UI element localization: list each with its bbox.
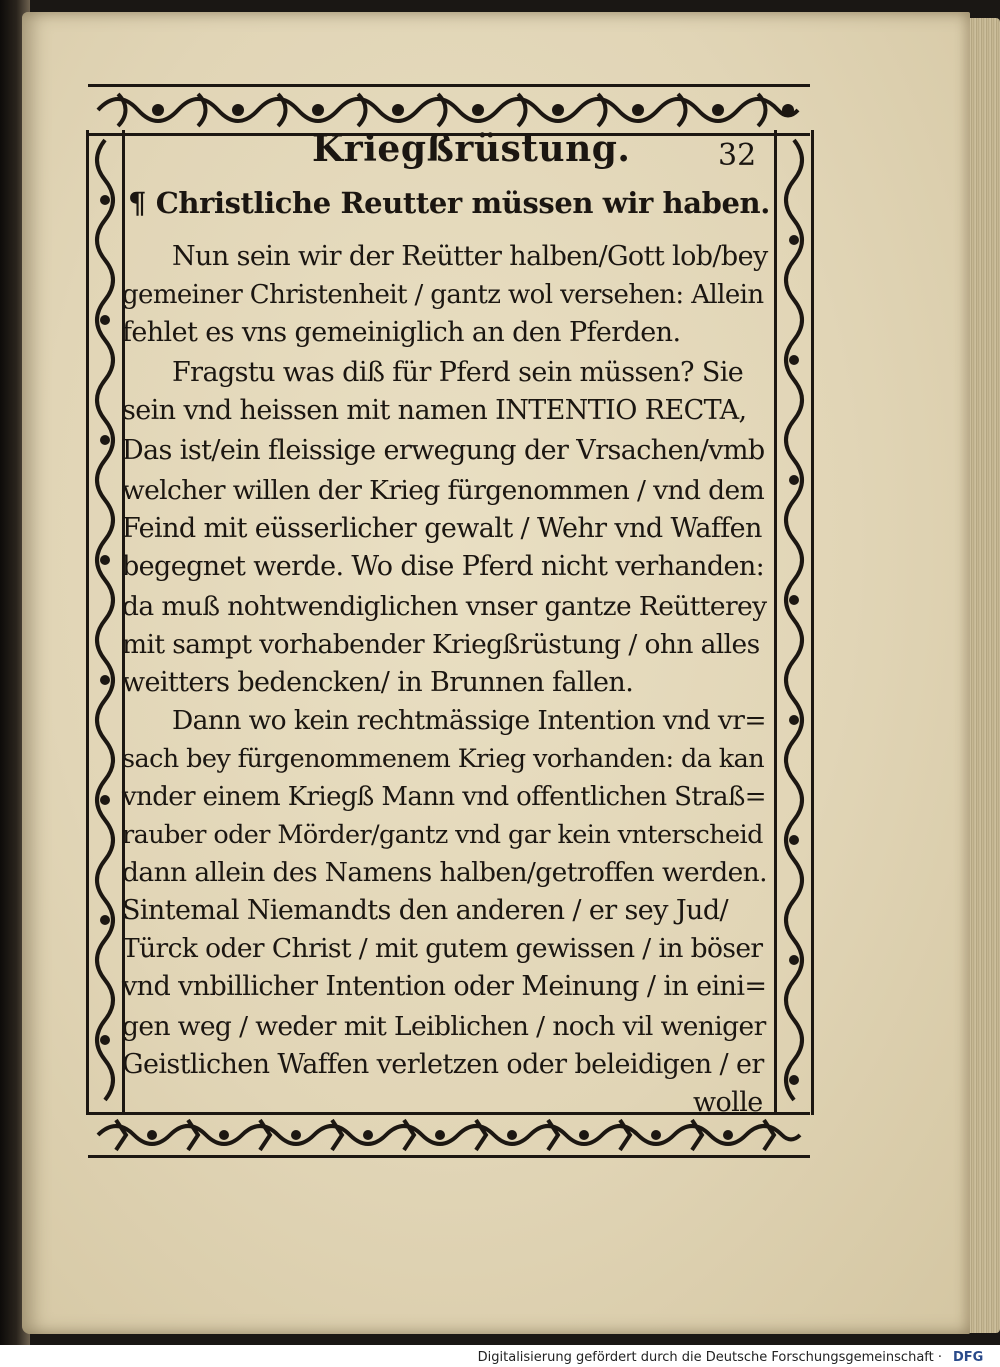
text-line: Geistlichen Waffen verletzen oder beleidigen / er (122, 1049, 764, 1080)
text-line: da muß nohtwendiglichen vnser gantze Reütterey (122, 591, 767, 622)
text-line: sein vnd heissen mit namen INTENTIO RECTA, (122, 395, 747, 426)
text-line: Sintemal Niemandts den anderen / er sey Jud/ (122, 895, 729, 926)
text-line: weitters bedencken/ in Brunnen fallen. (122, 667, 634, 698)
ornament-border-left (84, 130, 126, 1115)
text-line: Fragstu was diß für Pferd sein müssen? Sie (172, 357, 744, 388)
text-line: gemeiner Christenheit / gantz wol versehen: Allein (122, 280, 764, 310)
page-number: 32 (718, 138, 757, 173)
dfg-logo (950, 1348, 994, 1364)
text-line: vnd vnbillicher Intention oder Meinung / in eini= (122, 971, 767, 1002)
running-head: Kriegßrüstung. (312, 128, 631, 170)
text-line: Nun sein wir der Reütter halben/Gott lob/bey (172, 241, 768, 272)
text-line: mit sampt vorhabender Kriegßrüstung / ohn alles (122, 629, 760, 660)
text-line: sach bey fürgenommenem Krieg vorhanden: da kan (122, 744, 765, 774)
text-line: Dann wo kein rechtmässige Intention vnd vr= (172, 705, 766, 736)
text-line: wolle (693, 1087, 763, 1118)
digitization-credit: Digitalisierung gefördert durch die Deutsche Forschungsgemeinschaft · (477, 1350, 942, 1365)
text-line: dann allein des Namens halben/getroffen werden. (122, 857, 767, 888)
text-line: welcher willen der Krieg fürgenommen / vnd dem (122, 475, 765, 506)
dfg-logo-text: DFG (953, 1350, 984, 1364)
text-line: rauber oder Mörder/gantz vnd gar kein vnterscheid (122, 820, 763, 850)
ornament-border-right (772, 130, 816, 1115)
text-line: begegnet werde. Wo dise Pferd nicht verhanden: (122, 551, 765, 582)
text-line: fehlet es vns gemeiniglich an den Pferden. (122, 317, 681, 348)
text-line: Türck oder Christ / mit gutem gewissen / in böser (122, 933, 763, 964)
text-line: Das ist/ein fleissige erwegung der Vrsachen/vmb (122, 435, 765, 466)
text-line: vnder einem Kriegß Mann vnd offentlichen Straß= (122, 782, 766, 812)
text-line: Feind mit eüsserlicher gewalt / Wehr vnd Waffen (122, 513, 762, 544)
text-line: gen weg / weder mit Leiblichen / noch vil weniger (122, 1011, 766, 1042)
section-heading: ¶ Christliche Reutter müssen wir haben. (128, 186, 770, 220)
